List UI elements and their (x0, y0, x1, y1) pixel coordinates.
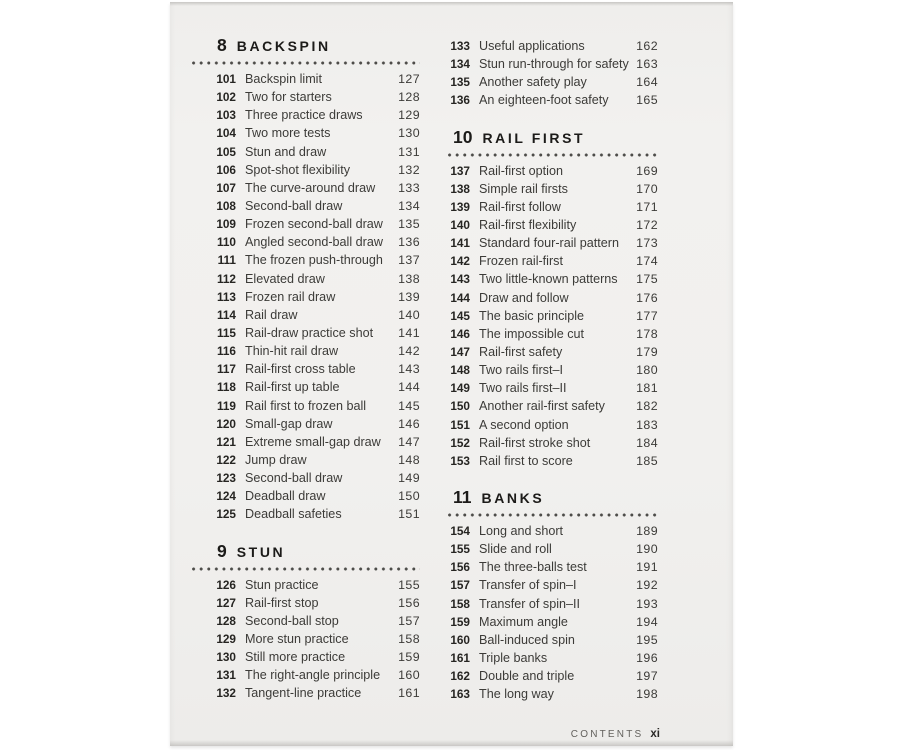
entry-title: Thin-hit rail draw (245, 344, 339, 359)
entry-number: 124 (216, 489, 236, 504)
entry-page-number: 165 (636, 93, 658, 108)
toc-entry (448, 55, 658, 73)
entry-title: Deadball safeties (245, 507, 342, 522)
section-title: BACKSPIN (236, 38, 331, 54)
section-header (192, 541, 420, 561)
entry-title: Extreme small-gap draw (245, 434, 381, 449)
entry-page-number: 190 (636, 542, 658, 557)
entry-title: Second-ball stop (245, 613, 339, 628)
entry-number: 145 (450, 308, 470, 323)
entry-page-number: 189 (636, 523, 658, 538)
entry-page-number: 174 (636, 254, 658, 269)
entry-page-number: 176 (636, 290, 658, 305)
entry-title: Stun and draw (245, 144, 327, 159)
entry-title: The long way (479, 687, 554, 702)
page-footer (170, 724, 660, 742)
toc-entry (192, 324, 420, 342)
entry-number: 155 (450, 542, 470, 557)
toc-entry (192, 648, 420, 666)
entry-page-number: 194 (636, 614, 658, 629)
entry-page-number: 177 (636, 308, 658, 323)
entry-number: 107 (216, 180, 236, 195)
toc-entry (448, 558, 658, 576)
entry-number: 140 (450, 217, 470, 232)
toc-entry (448, 540, 658, 558)
entry-title: Spot-shot flexibility (245, 162, 350, 177)
entry-title: Double and triple (479, 669, 575, 684)
entry-page-number: 178 (636, 326, 658, 341)
entry-title: Rail draw (245, 307, 298, 322)
entry-title: Maximum angle (479, 614, 568, 629)
entry-page-number: 169 (636, 163, 658, 178)
entry-page-number: 148 (398, 452, 420, 467)
entry-number: 106 (216, 162, 236, 177)
entry-page-number: 185 (636, 453, 658, 468)
entry-title: Second-ball draw (245, 198, 343, 213)
entry-number: 105 (216, 144, 236, 159)
entry-page-number: 197 (636, 669, 658, 684)
toc-entry (192, 360, 420, 378)
toc-entry (192, 487, 420, 505)
entry-page-number: 171 (636, 199, 658, 214)
entry-title: Ball-induced spin (479, 632, 575, 647)
entry-number: 117 (216, 362, 236, 377)
entry-title: Stun practice (245, 577, 319, 592)
entry-page-number: 140 (398, 307, 420, 322)
section-title: RAIL FIRST (482, 129, 586, 146)
entry-number: 159 (450, 614, 470, 629)
entry-title: Useful applications (479, 39, 585, 53)
entry-number: 152 (450, 435, 470, 450)
toc-entry (448, 522, 658, 540)
section-number: 10 (453, 126, 473, 147)
toc-entry (192, 288, 420, 306)
entry-title: Second-ball draw (245, 471, 343, 486)
toc-entry (192, 576, 420, 594)
entry-page-number: 156 (398, 595, 420, 610)
book-page (170, 2, 733, 746)
entry-page-number: 137 (398, 253, 420, 268)
toc-entry (448, 289, 658, 307)
entry-title: Rail-first safety (479, 344, 563, 359)
toc-entry (448, 416, 658, 434)
entry-page-number: 170 (636, 181, 658, 196)
dotted-rule (448, 513, 658, 517)
entry-title: The basic principle (479, 308, 584, 323)
toc-entry (192, 378, 420, 396)
entry-page-number: 133 (398, 180, 420, 195)
entry-number: 162 (450, 669, 470, 684)
entry-number: 112 (216, 271, 236, 286)
toc-entry (448, 216, 658, 234)
entry-number: 113 (216, 289, 236, 304)
entry-number: 146 (450, 326, 470, 341)
entry-page-number: 146 (398, 416, 420, 431)
entry-number: 110 (216, 235, 236, 250)
entry-title: Rail-draw practice shot (245, 325, 374, 340)
section-header (448, 127, 658, 147)
section-number: 9 (217, 540, 227, 561)
entry-page-number: 130 (398, 126, 420, 141)
entry-page-number: 129 (398, 108, 420, 123)
entry-title: Frozen rail draw (245, 289, 336, 304)
entry-number: 157 (450, 578, 470, 593)
dotted-rule (192, 567, 420, 571)
toc-entry (192, 197, 420, 215)
entry-number: 122 (216, 452, 236, 467)
entry-page-number: 183 (636, 417, 658, 432)
entry-title: Long and short (479, 523, 564, 538)
entry-number: 126 (216, 577, 236, 592)
entry-page-number: 192 (636, 578, 658, 593)
entry-page-number: 139 (398, 289, 420, 304)
toc-entry (192, 70, 420, 88)
entry-page-number: 128 (398, 90, 420, 105)
entry-number: 104 (216, 126, 236, 141)
section-title: STUN (236, 543, 286, 560)
entry-number: 119 (216, 398, 236, 413)
entry-title: Simple rail firsts (479, 181, 568, 196)
entry-title: Backspin limit (245, 72, 322, 86)
entry-number: 132 (216, 686, 236, 701)
toc-entry (448, 73, 658, 91)
entry-number: 101 (216, 72, 236, 86)
entry-page-number: 198 (636, 687, 658, 702)
entry-page-number: 179 (636, 344, 658, 359)
entry-number: 142 (450, 254, 470, 269)
toc-entry (192, 270, 420, 288)
entry-page-number: 155 (398, 577, 420, 592)
toc-entry (192, 451, 420, 469)
toc-entry (192, 106, 420, 124)
toc-entry-list (448, 37, 658, 110)
entry-title: Frozen second-ball draw (245, 217, 383, 232)
entry-number: 144 (450, 290, 470, 305)
toc-entry (448, 307, 658, 325)
entry-number: 153 (450, 453, 470, 468)
toc-entry (448, 180, 658, 198)
entry-title: Rail-first stroke shot (479, 435, 591, 450)
entry-number: 137 (450, 163, 470, 178)
toc-entry (192, 684, 420, 702)
entry-number: 134 (450, 57, 470, 72)
toc-entry (448, 252, 658, 270)
toc-entry (192, 251, 420, 269)
entry-page-number: 131 (398, 144, 420, 159)
toc-entry (192, 594, 420, 612)
toc-entry (192, 342, 420, 360)
toc-entry (192, 179, 420, 197)
entry-page-number: 151 (398, 507, 420, 522)
entry-title: Transfer of spin–II (479, 596, 581, 611)
entry-number: 108 (216, 198, 236, 213)
entry-number: 129 (216, 631, 236, 646)
entry-title: Elevated draw (245, 271, 325, 286)
entry-title: Rail-first stop (245, 595, 319, 610)
toc-entry (192, 233, 420, 251)
entry-number: 147 (450, 344, 470, 359)
entry-title: Transfer of spin–I (479, 578, 577, 593)
entry-number: 131 (216, 668, 236, 683)
toc-entry (192, 143, 420, 161)
section-header (192, 35, 420, 55)
toc-entry (192, 88, 420, 106)
entry-page-number: 143 (398, 362, 420, 377)
entry-number: 102 (216, 90, 236, 105)
entry-page-number: 161 (398, 686, 420, 701)
entry-page-number: 138 (398, 271, 420, 286)
entry-page-number: 182 (636, 399, 658, 414)
entry-number: 154 (450, 523, 470, 538)
entry-title: Rail-first up table (245, 380, 340, 395)
entry-title: Frozen rail-first (479, 254, 563, 269)
entry-title: Two rails first–II (479, 381, 567, 396)
entry-number: 135 (450, 75, 470, 90)
entry-title: Still more practice (245, 650, 346, 665)
toc-entry (192, 124, 420, 142)
footer-contents-label: CONTENTS (570, 729, 644, 740)
entry-number: 114 (216, 307, 236, 322)
entry-number: 116 (216, 344, 236, 359)
dotted-rule (448, 153, 658, 157)
entry-number: 138 (450, 181, 470, 196)
toc-entry (192, 469, 420, 487)
entry-title: Stun run-through for safety (479, 57, 629, 72)
toc-entry (448, 361, 658, 379)
entry-page-number: 162 (636, 39, 658, 53)
entry-title: The three-balls test (479, 560, 587, 575)
toc-column-right (448, 37, 658, 703)
entry-title: Standard four-rail pattern (479, 236, 620, 251)
entry-page-number: 164 (636, 75, 658, 90)
toc-entry (448, 397, 658, 415)
entry-page-number: 159 (398, 650, 420, 665)
entry-title: Angled second-ball draw (245, 235, 383, 250)
toc-entry (448, 613, 658, 631)
entry-number: 136 (450, 93, 470, 108)
entry-page-number: 134 (398, 198, 420, 213)
entry-page-number: 149 (398, 471, 420, 486)
entry-page-number: 181 (636, 381, 658, 396)
toc-entry (192, 612, 420, 630)
toc-entry (192, 630, 420, 648)
entry-number: 120 (216, 416, 236, 431)
toc-entry (448, 379, 658, 397)
toc-entry (448, 91, 658, 109)
toc-entry (448, 649, 658, 667)
entry-page-number: 135 (398, 217, 420, 232)
entry-page-number: 195 (636, 632, 658, 647)
toc-entry (192, 215, 420, 233)
entry-number: 150 (450, 399, 470, 414)
toc-entry (448, 198, 658, 216)
toc-entry-list (192, 576, 420, 703)
entry-number: 125 (216, 507, 236, 522)
entry-page-number: 150 (398, 489, 420, 504)
entry-number: 127 (216, 595, 236, 610)
entry-title: Rail first to score (479, 453, 573, 468)
toc-entry (448, 631, 658, 649)
footer-page-number: xi (650, 728, 660, 740)
entry-number: 139 (450, 199, 470, 214)
entry-number: 123 (216, 471, 236, 486)
entry-title: Two for starters (245, 90, 332, 105)
entry-title: Slide and roll (479, 542, 552, 557)
entry-page-number: 180 (636, 363, 658, 378)
entry-number: 151 (450, 417, 470, 432)
entry-page-number: 191 (636, 560, 658, 575)
entry-page-number: 144 (398, 380, 420, 395)
entry-title: Rail-first cross table (245, 362, 356, 377)
entry-number: 158 (450, 596, 470, 611)
entry-title: The right-angle principle (245, 668, 381, 683)
toc-entry (192, 433, 420, 451)
entry-number: 115 (216, 325, 236, 340)
entry-page-number: 132 (398, 162, 420, 177)
entry-number: 156 (450, 560, 470, 575)
entry-page-number: 196 (636, 650, 658, 665)
entry-number: 130 (216, 650, 236, 665)
entry-title: Tangent-line practice (245, 686, 362, 701)
entry-number: 141 (450, 236, 470, 251)
entry-number: 121 (216, 434, 236, 449)
section-header (448, 487, 658, 507)
entry-page-number: 157 (398, 613, 420, 628)
entry-page-number: 184 (636, 435, 658, 450)
toc-entry (448, 452, 658, 470)
entry-page-number: 193 (636, 596, 658, 611)
toc-entry (192, 306, 420, 324)
entry-title: A second option (479, 417, 569, 432)
entry-number: 128 (216, 613, 236, 628)
entry-title: Small-gap draw (245, 416, 333, 431)
entry-title: Rail-first flexibility (479, 217, 577, 232)
dotted-rule (192, 61, 420, 65)
entry-number: 163 (450, 687, 470, 702)
entry-page-number: 172 (636, 217, 658, 232)
entry-number: 143 (450, 272, 470, 287)
entry-title: Jump draw (245, 452, 307, 467)
entry-page-number: 136 (398, 235, 420, 250)
entry-title: Deadball draw (245, 489, 326, 504)
toc-entry-list (448, 522, 658, 703)
section-number: 8 (217, 35, 227, 55)
entry-title: Another rail-first safety (479, 399, 605, 414)
entry-title: Three practice draws (245, 108, 363, 123)
entry-page-number: 142 (398, 344, 420, 359)
toc-entry (192, 666, 420, 684)
section-number: 11 (453, 486, 472, 507)
entry-page-number: 145 (398, 398, 420, 413)
toc-entry-list (192, 70, 420, 524)
entry-number: 109 (216, 217, 236, 232)
entry-number: 160 (450, 632, 470, 647)
entry-title: More stun practice (245, 631, 349, 646)
toc-entry (448, 325, 658, 343)
entry-title: Two rails first–I (479, 363, 563, 378)
entry-title: The curve-around draw (245, 180, 376, 195)
entry-title: Draw and follow (479, 290, 569, 305)
entry-title: Another safety play (479, 75, 587, 90)
toc-entry (448, 685, 658, 703)
toc-entry (448, 576, 658, 594)
entry-number: 103 (216, 108, 236, 123)
toc-entry (448, 667, 658, 685)
toc-entry (448, 434, 658, 452)
toc-entry (192, 161, 420, 179)
entry-number: 111 (217, 253, 236, 268)
toc-entry (448, 595, 658, 613)
toc-entry (448, 162, 658, 180)
entry-page-number: 163 (636, 57, 658, 72)
toc-entry (448, 37, 658, 55)
toc-column-left (192, 35, 420, 703)
toc-entry (448, 270, 658, 288)
entry-number: 133 (450, 39, 470, 53)
entry-page-number: 160 (398, 668, 420, 683)
entry-title: An eighteen-foot safety (479, 93, 609, 108)
entry-page-number: 173 (636, 236, 658, 251)
entry-title: Rail-first follow (479, 199, 561, 214)
entry-title: Rail first to frozen ball (245, 398, 367, 413)
toc-entry (448, 234, 658, 252)
entry-number: 148 (450, 363, 470, 378)
toc-entry (192, 397, 420, 415)
entry-page-number: 175 (636, 272, 658, 287)
entry-number: 118 (216, 380, 236, 395)
entry-page-number: 141 (398, 325, 420, 340)
entry-title: Triple banks (479, 650, 548, 665)
entry-page-number: 158 (398, 631, 420, 646)
toc-entry (448, 343, 658, 361)
entry-title: Two little-known patterns (479, 272, 618, 287)
entry-page-number: 147 (398, 434, 420, 449)
entry-page-number: 127 (398, 72, 420, 86)
entry-title: Two more tests (245, 126, 331, 141)
entry-title: The frozen push-through (245, 253, 383, 268)
toc-entry-list (448, 162, 658, 470)
entry-number: 149 (450, 381, 470, 396)
entry-number: 161 (450, 650, 470, 665)
entry-title: Rail-first option (479, 163, 563, 178)
section-title: BANKS (481, 489, 545, 506)
entry-title: The impossible cut (479, 326, 584, 341)
toc-entry (192, 505, 420, 523)
toc-entry (192, 415, 420, 433)
